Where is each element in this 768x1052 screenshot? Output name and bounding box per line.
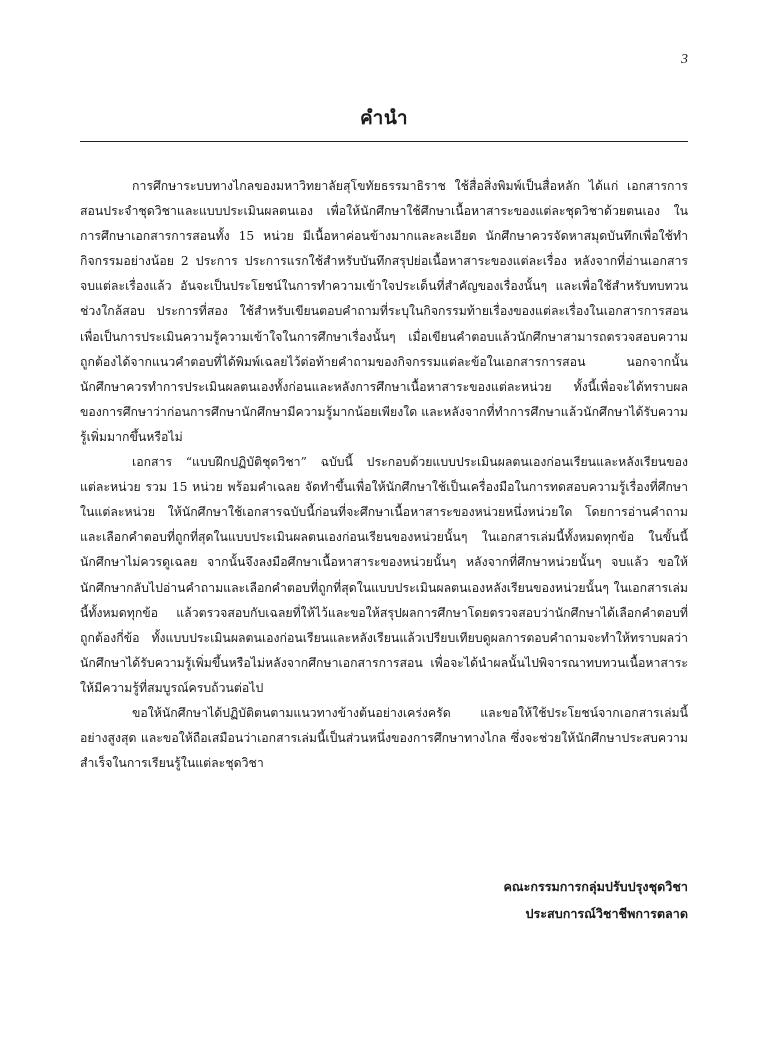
page-number: 3 [681,52,688,67]
paragraph-3: ขอให้นักศึกษาได้ปฏิบัติตนตามแนวทางข้างต้นอย่างเคร่งครัด และขอให้ใช้ประโยชน์จากเอกสารเล่มนี้อย่างสูงสุด และขอให้ถือเสมือนว่าเอกสารเล่มนี้เป็นส่วนหนึ่งของการศึกษาทางไกล ซึ่งจะช่วยให้นักศึกษาประสบความสำเร็จในการเรียนรู้ในแต่ละชุดวิชา [80,705,688,771]
signature-block [503,873,688,927]
title-divider [80,141,688,142]
preface-body [80,174,688,776]
signature-committee: คณะกรรมการกลุ่มปรับปรุงชุดวิชา [503,879,688,894]
paragraph-2: เอกสาร “แบบฝึกปฏิบัติชุดวิชา” ฉบับนี้ ประกอบด้วยแบบประเมินผลตนเองก่อนเรียนและหลังเรียนของแต่ละหน่วย รวม 15 หน่วย พร้อมคำเฉลย จัดทำขึ้นเพื่อให้นักศึกษาใช้เป็นเครื่องมือในการทดสอบความรู้เรื่องที่ศึกษาในแต่ละหน่วย ให้นักศึกษาใช้เอกสารฉบับนี้ก่อนที่จะศึกษาเนื้อหาสาระของหน่วยหนึ่งหน่วยใด โดยการอ่านคำถามและเลือกคำตอบที่ถูกที่สุดในแบบประเมินผลตนเองก่อนเรียนของหน่วยนั้นๆ ในเอกสารเล่มนี้ทั้งหมดทุกข้อ ในขั้นนี้นักศึกษาไม่ควรดูเฉลย จากนั้นจึงลงมือศึกษาเนื้อหาสาระของหน่วยนั้นๆ หลังจากที่ศึกษาหน่วยนั้นๆ จบแล้ว ขอให้นักศึกษากลับไปอ่านคำถามและเลือกคำตอบที่ถูกที่สุดในแบบประเมินผลตนเองหลังเรียนของหน่วยนั้นๆ ในเอกสารเล่มนี้ทั้งหมดทุกข้อ แล้วตรวจสอบกับเฉลยที่ให้ไว้และขอให้สรุปผลการศึกษาโดยตรวจสอบว่านักศึกษาได้เลือกคำตอบที่ถูกต้องกี่ข้อ ทั้งแบบประเมินผลตนเองก่อนเรียนและหลังเรียนแล้วเปรียบเทียบดูผลการตอบคำถามจะทำให้ทราบผลว่านักศึกษาได้รับความรู้เพิ่มขึ้นหรือไม่หลังจากศึกษาเอกสารการสอน เพื่อจะได้นำผลนั้นไปพิจารณาทบทวนเนื้อหาสาระให้มีความรู้ที่สมบูรณ์ครบถ้วนต่อไป [80,455,688,695]
signature-course: ประสบการณ์วิชาชีพการตลาด [525,906,688,921]
paragraph-1: การศึกษาระบบทางไกลของมหาวิทยาลัยสุโขทัยธรรมาธิราช ใช้สื่อสิ่งพิมพ์เป็นสื่อหลัก ได้แก่ เอกสารการสอนประจำชุดวิชาและแบบประเมินผลตนเอง เพื่อให้นักศึกษาใช้ศึกษาเนื้อหาสาระของแต่ละชุดวิชาด้วยตนเอง ในการศึกษาเอกสารการสอนทั้ง 15 หน่วย มีเนื้อหาค่อนข้างมากและละเอียด นักศึกษาควรจัดหาสมุดบันทึกเพื่อใช้ทำกิจกรรมอย่างน้อย 2 ประการ ประการแรกใช้สำหรับบันทึกสรุปย่อเนื้อหาสาระของแต่ละเรื่อง หลังจากที่อ่านเอกสารจบแต่ละเรื่องแล้ว อันจะเป็นประโยชน์ในการทำความเข้าใจประเด็นที่สำคัญของเรื่องนั้นๆ และเพื่อใช้สำหรับทบทวนช่วงใกล้สอบ ประการที่สอง ใช้สำหรับเขียนตอบคำถามที่ระบุในกิจกรรมท้ายเรื่องของแต่ละเรื่องในเอกสารการสอน เพื่อเป็นการประเมินความรู้ความเข้าใจในการศึกษาเรื่องนั้นๆ เมื่อเขียนคำตอบแล้วนักศึกษาสามารถตรวจสอบความถูกต้องได้จากแนวคำตอบที่ได้พิมพ์เฉลยไว้ต่อท้ายคำถามของกิจกรรมแต่ละข้อในเอกสารการสอน นอกจากนั้น นักศึกษาควรทำการประเมินผลตนเองทั้งก่อนและหลังการศึกษาเนื้อหาสาระของแต่ละหน่วย ทั้งนี้เพื่อจะได้ทราบผลของการศึกษาว่าก่อนการศึกษานักศึกษามีความรู้มากน้อยเพียงใด และหลังจากที่ทำการศึกษาแล้วนักศึกษาได้รับความรู้เพิ่มมากขึ้นหรือไม่ [80,179,688,444]
page-title: คำนำ [359,107,409,129]
